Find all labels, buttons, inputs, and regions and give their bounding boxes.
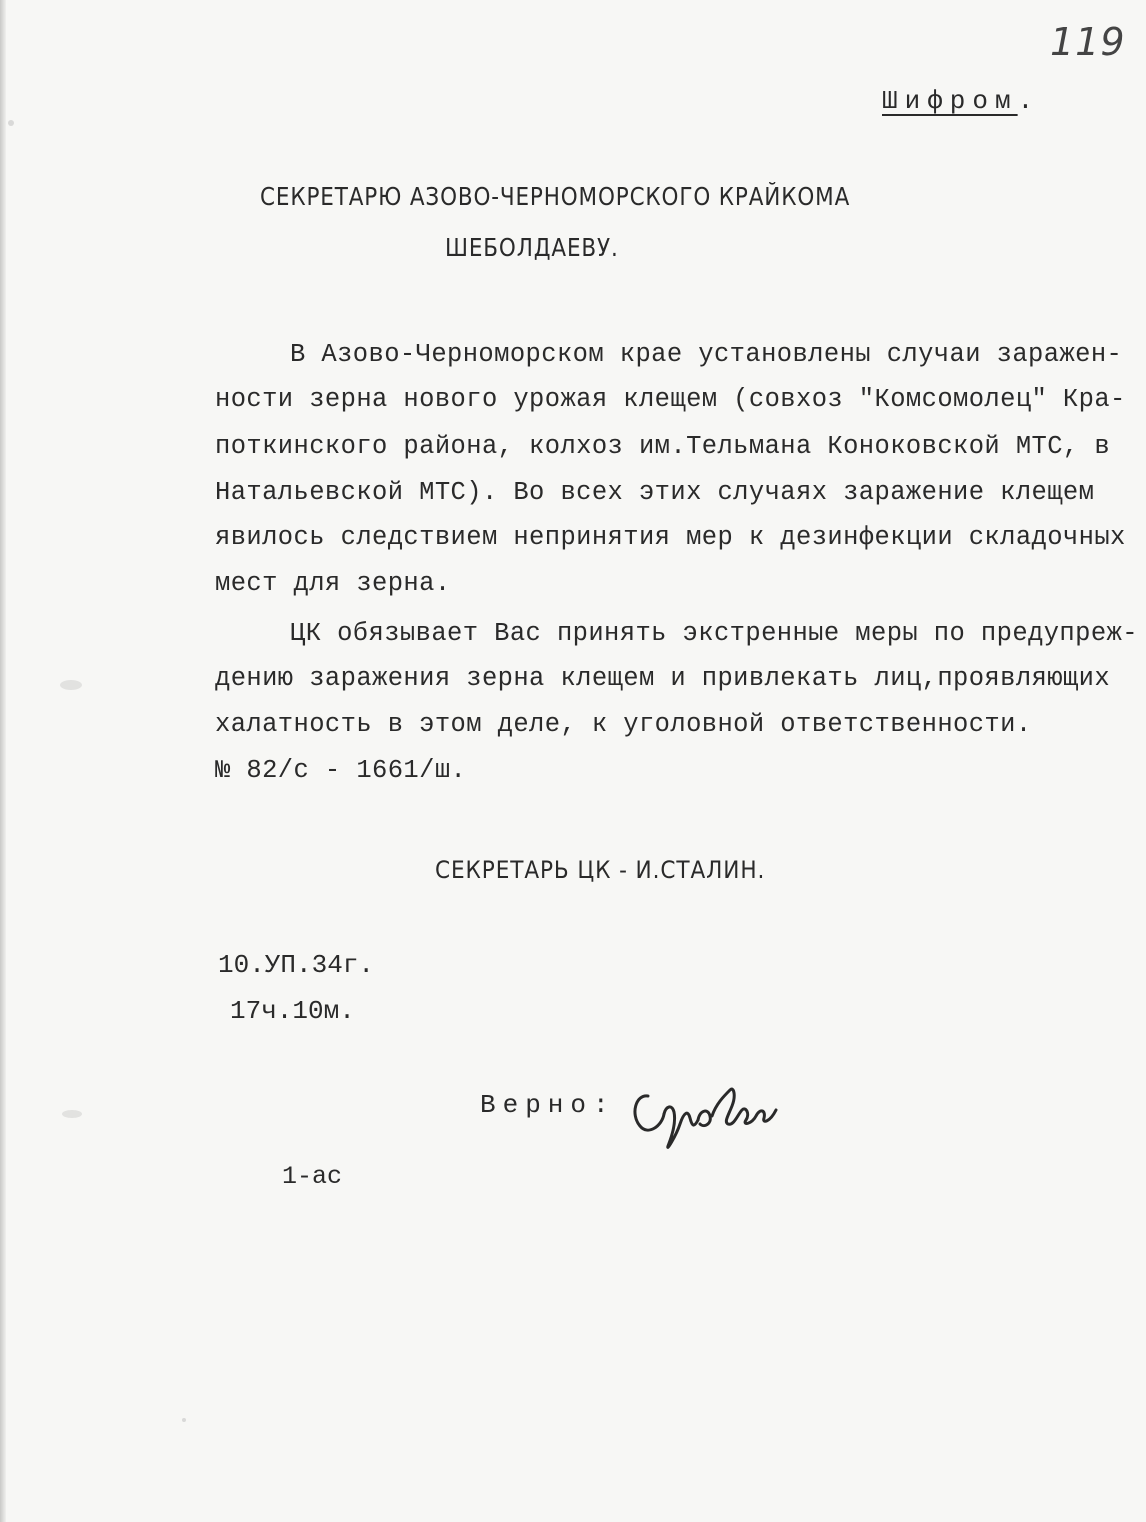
body-line: мест для зерна.	[215, 569, 451, 598]
body-line: Натальевской МТС). Во всех этих случаях заражение клещем	[215, 478, 1095, 507]
body-line: В Азово-Черноморском крае установлены случаи заражен-	[290, 340, 1123, 369]
certification-label: Верно:	[480, 1090, 616, 1120]
copies-note: 1-ас	[282, 1162, 343, 1191]
cipher-label: Шифром	[882, 86, 1018, 116]
paper-blemish	[60, 680, 82, 690]
paper-blemish	[8, 120, 14, 126]
addressee-name: ШЕБОЛДАЕВУ.	[445, 233, 619, 262]
paper-blemish	[182, 1418, 186, 1422]
body-line: халатность в этом деле, к уголовной ответственности.	[215, 710, 1032, 739]
handwritten-signature	[628, 1066, 788, 1156]
page-edge-shadow	[0, 0, 6, 1522]
cipher-period: .	[1017, 86, 1041, 116]
reference-number: № 82/с - 1661/ш.	[215, 756, 467, 785]
body-line: дению заражения зерна клещем и привлекать лиц,проявляющих	[215, 664, 1111, 693]
signature-block: СЕКРЕТАРЬ ЦК - И.СТАЛИН.	[435, 856, 766, 884]
time: 17ч.10м.	[230, 996, 355, 1026]
date: 10.УП.34г.	[218, 950, 375, 980]
handwritten-page-number: 119	[1050, 20, 1126, 64]
body-line: поткинского района, колхоз им.Тельмана Коноковской МТС, в	[215, 432, 1111, 461]
addressee-title: СЕКРЕТАРЮ АЗОВО-ЧЕРНОМОРСКОГО КРАЙКОМА	[260, 182, 851, 211]
body-line: явилось следствием непринятия мер к дезинфекции складочных	[215, 523, 1126, 552]
body-line: ЦК обязывает Вас принять экстренные меры по предупреж-	[290, 619, 1138, 648]
body-line: ности зерна нового урожая клещем (совхоз "Комсомолец" Кра-	[215, 385, 1126, 414]
paper-blemish	[62, 1110, 82, 1118]
cipher-mark	[882, 86, 1040, 116]
